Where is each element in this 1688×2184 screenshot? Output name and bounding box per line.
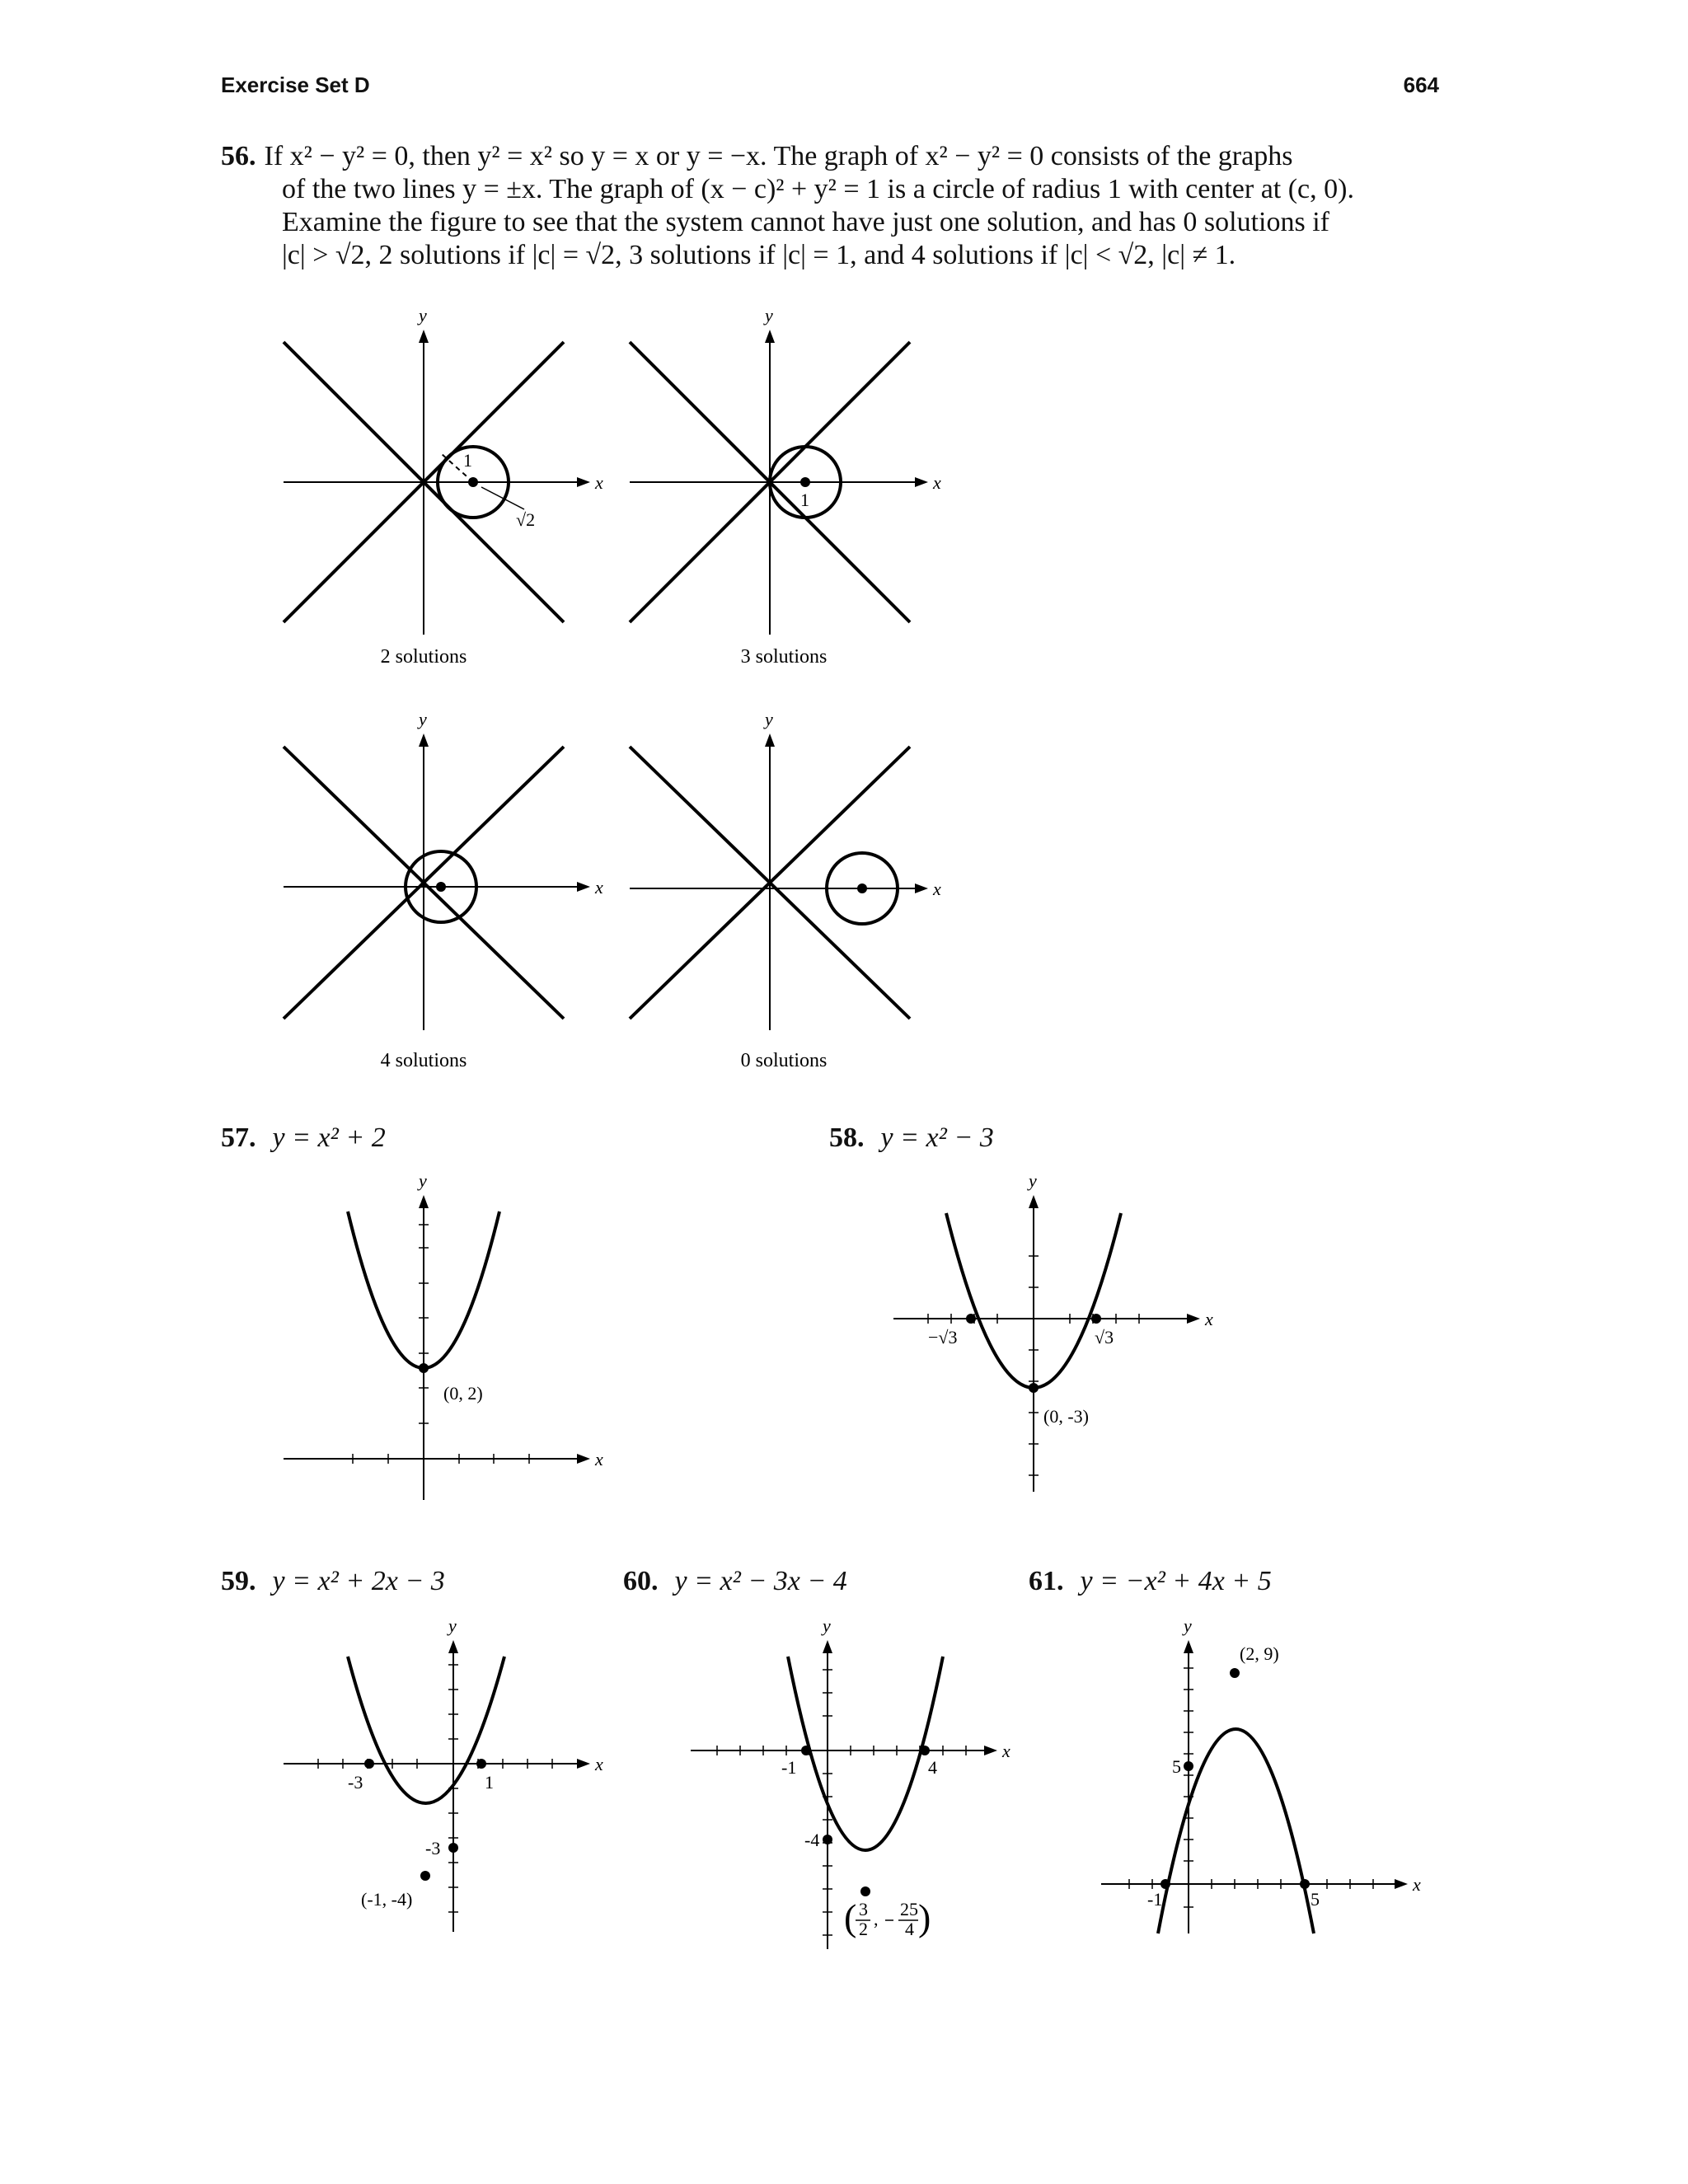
- left-paren: (: [844, 1896, 857, 1938]
- y-axis-label: y: [448, 1615, 457, 1636]
- y-axis-label: y: [419, 709, 427, 729]
- x-axis-label: x: [595, 472, 603, 493]
- y-axis-label: y: [419, 305, 427, 326]
- vertex-point: [420, 1871, 430, 1881]
- circle-center-point: [468, 477, 478, 487]
- center-label: 1: [800, 490, 809, 510]
- left-root-label: -1: [1147, 1889, 1163, 1910]
- parabola: [788, 1657, 943, 1850]
- section-title: Exercise Set D: [221, 73, 370, 97]
- problem-61-number: 61.: [1029, 1566, 1064, 1596]
- figure-4-solutions: [272, 709, 618, 1080]
- x-axis-label: x: [595, 1449, 603, 1469]
- problem-56-text: [221, 140, 1439, 272]
- distance-label: √2: [516, 509, 536, 530]
- y-axis-label: y: [1184, 1615, 1192, 1636]
- vertex-point: [1230, 1668, 1240, 1678]
- problem-58-equation: y = x² − 3: [880, 1122, 994, 1153]
- figure-2-solutions: [272, 305, 618, 676]
- comma: ,: [874, 1909, 879, 1929]
- x-axis-arrow: [1187, 1314, 1200, 1324]
- vertex-label: (0, -3): [1043, 1406, 1089, 1427]
- right-root-point: [920, 1746, 930, 1755]
- left-root-label: -1: [781, 1757, 797, 1778]
- x-axis-arrow: [1395, 1879, 1408, 1889]
- x-axis-label: x: [1002, 1741, 1010, 1761]
- left-root-label: −√3: [928, 1327, 958, 1347]
- problem-56-line-3: Examine the figure to see that the system cannot have just one solution, and has 0 solutions if: [282, 207, 1329, 237]
- problem-58-number: 58.: [829, 1122, 865, 1153]
- graph-problem-61: [1096, 1615, 1442, 1961]
- y-intercept-point: [1184, 1761, 1193, 1771]
- vertex-label: [844, 1896, 931, 1939]
- y-axis-arrow: [1184, 1640, 1193, 1653]
- x-axis-label: x: [1205, 1309, 1213, 1329]
- problem-61-heading: [1029, 1566, 1272, 1597]
- circle-center-point: [800, 477, 810, 487]
- parabola: [348, 1657, 504, 1803]
- vertex-x-numerator: 3: [859, 1899, 868, 1919]
- problem-60-equation: y = x² − 3x − 4: [674, 1566, 847, 1596]
- figure-0-solutions: [618, 709, 964, 1080]
- x-axis-arrow: [577, 1454, 590, 1464]
- vertex-x-denominator: 2: [859, 1919, 868, 1939]
- right-root-label: √3: [1095, 1327, 1114, 1347]
- vertex-label: (2, 9): [1240, 1643, 1279, 1664]
- x-axis-label: x: [595, 877, 603, 898]
- right-root-label: 4: [928, 1757, 937, 1778]
- x-axis-arrow: [577, 882, 590, 892]
- y-axis-label: y: [765, 305, 773, 326]
- y-axis-arrow: [1029, 1195, 1039, 1208]
- vertex-y-denominator: 4: [905, 1919, 914, 1939]
- vertex-point: [860, 1886, 870, 1896]
- graph-problem-59: [272, 1615, 618, 1945]
- problem-57-equation: y = x² + 2: [272, 1122, 386, 1153]
- y-axis-label: y: [823, 1615, 831, 1636]
- problem-57-number: 57.: [221, 1122, 256, 1153]
- left-root-point: [966, 1314, 976, 1324]
- vertex-y-numerator: 25: [900, 1899, 918, 1919]
- left-root-point: [1160, 1879, 1170, 1889]
- figure-caption: 0 solutions: [740, 1050, 828, 1071]
- left-root-point: [364, 1759, 374, 1769]
- y-intercept-point: [823, 1835, 832, 1844]
- y-axis-arrow: [419, 733, 429, 747]
- problem-56-line-2: of the two lines y = ±x. The graph of (x − c)² + y² = 1 is a circle of radius 1 with center at (c, 0).: [282, 174, 1354, 204]
- x-axis-arrow: [577, 477, 590, 487]
- x-axis-arrow: [577, 1759, 590, 1769]
- problem-57-heading: [221, 1122, 386, 1154]
- parabola: [1158, 1729, 1314, 1933]
- x-axis-label: x: [933, 472, 941, 493]
- figure-caption: 4 solutions: [380, 1050, 467, 1071]
- y-intercept-label: -3: [425, 1838, 441, 1858]
- circle-center-point: [857, 883, 867, 893]
- problem-61-equation: y = −x² + 4x + 5: [1080, 1566, 1272, 1596]
- problem-59-heading: [221, 1566, 445, 1597]
- x-axis-label: x: [1413, 1874, 1421, 1895]
- y-axis-label: y: [1029, 1170, 1037, 1191]
- x-axis-label: x: [933, 879, 941, 899]
- y-axis-label: y: [419, 1170, 427, 1191]
- x-axis-arrow: [984, 1746, 997, 1755]
- circle-center-point: [436, 882, 446, 892]
- graph-problem-57: [272, 1170, 618, 1516]
- left-root-label: -3: [348, 1772, 363, 1793]
- y-axis-arrow: [419, 330, 429, 343]
- y-axis-arrow: [765, 733, 775, 747]
- vertex-label: (0, 2): [443, 1383, 483, 1404]
- y-intercept-label: -4: [804, 1830, 820, 1850]
- x-axis-label: x: [595, 1754, 603, 1774]
- y-axis-label: y: [765, 709, 773, 729]
- figure-caption: 2 solutions: [380, 646, 467, 668]
- right-root-point: [1300, 1879, 1310, 1889]
- left-root-point: [801, 1746, 811, 1755]
- problem-60-number: 60.: [623, 1566, 659, 1596]
- graph-problem-60: [684, 1615, 1030, 1961]
- problem-59-equation: y = x² + 2x − 3: [272, 1566, 445, 1596]
- problem-59-number: 59.: [221, 1566, 256, 1596]
- vertex-point: [1029, 1383, 1039, 1393]
- problem-56-line-1: If x² − y² = 0, then y² = x² so y = x or y = −x. The graph of x² − y² = 0 consists of the graphs: [264, 141, 1293, 171]
- figure-caption: 3 solutions: [740, 646, 828, 668]
- y-intercept-point: [448, 1843, 458, 1853]
- x-axis-arrow: [915, 477, 928, 487]
- vertex-label: (-1, -4): [361, 1889, 413, 1910]
- right-root-label: 5: [1311, 1889, 1320, 1910]
- problem-56-line-4: |c| > √2, 2 solutions if |c| = √2, 3 solutions if |c| = 1, and 4 solutions if |c| < √2, |c| ≠ 1.: [282, 240, 1236, 270]
- y-axis-arrow: [823, 1640, 832, 1653]
- right-paren: ): [918, 1896, 931, 1938]
- problem-58-heading: [829, 1122, 994, 1154]
- graph-problem-58: [882, 1170, 1228, 1516]
- y-axis-arrow: [419, 1195, 429, 1208]
- right-root-point: [476, 1759, 486, 1769]
- page-number: 664: [1403, 73, 1439, 97]
- figure-3-solutions: [618, 305, 964, 676]
- right-root-point: [1091, 1314, 1101, 1324]
- vertex-point: [419, 1363, 429, 1373]
- right-root-label: 1: [485, 1772, 494, 1793]
- x-axis-arrow: [915, 883, 928, 893]
- radius-label: 1: [463, 450, 472, 471]
- y-axis-arrow: [765, 330, 775, 343]
- problem-56-number: 56.: [221, 141, 256, 171]
- distance-arrow: [481, 487, 524, 509]
- y-axis-arrow: [448, 1640, 458, 1653]
- problem-60-heading: [623, 1566, 847, 1597]
- y-intercept-label: 5: [1172, 1756, 1181, 1777]
